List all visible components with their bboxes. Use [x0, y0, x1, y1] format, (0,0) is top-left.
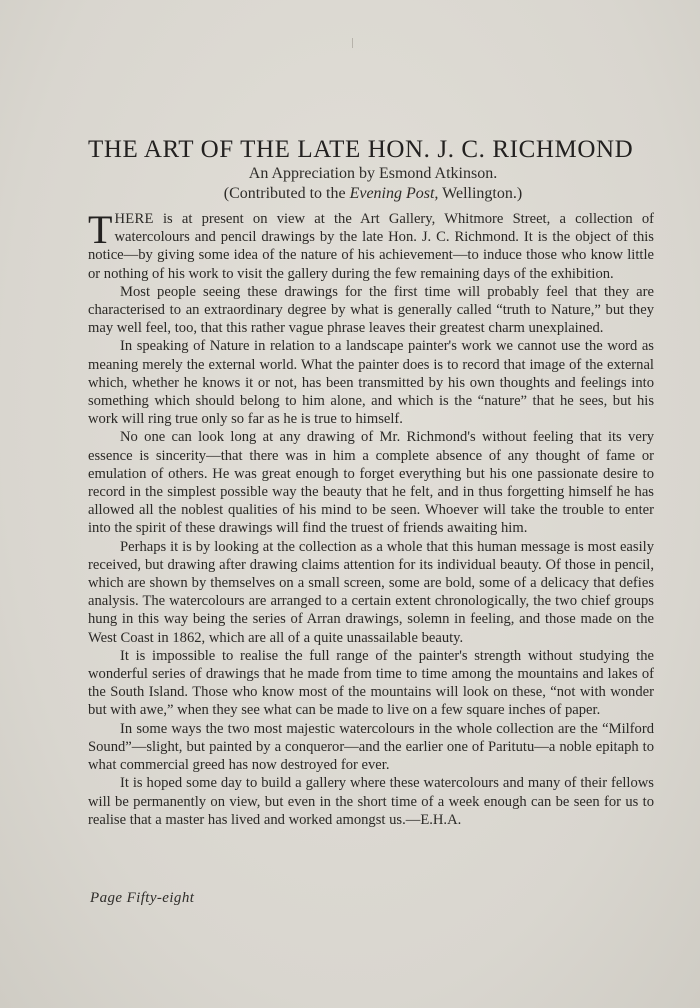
- paragraph-4: No one can look long at any drawing of Mr. Richmond's without feeling that its very essence is sincerity—that there was in him a complete absence of any thought of fame or emulation of others. He was great enough to forget everything but his one passionate desire to record in the simplest possible way the beauty that he felt, and in thus forgetting himself he has allowed all the noblest qualities of his mind to be seen. Whoever will take the trouble to enter into the spirit of these drawings will find the truest of friends awaiting him.: [88, 429, 654, 537]
- source-prefix: (Contributed to the: [223, 185, 350, 202]
- page-mark: [352, 38, 353, 48]
- source-publication: Evening Post,: [349, 185, 439, 202]
- page-number: Page Fifty-eight: [90, 890, 195, 906]
- paragraph-1: [88, 207, 654, 283]
- paragraph-7: In some ways the two most majestic watercolours in the whole collection are the “Milford Sound”—slight, but painted by a conqueror—and the earlier one of Paritutu—a noble epitaph to what commercial greed has now destroyed for ever.: [88, 720, 654, 774]
- paragraph-2: Most people seeing these drawings for the first time will probably feel that they are characterised to an extraordinary degree by what is generally called “truth to Nature,” but they may well feel, too, that this rather vague phrase leaves their greatest charm unexplained.: [88, 283, 654, 337]
- article-byline: An Appreciation by Esmond Atkinson.: [248, 165, 498, 182]
- article-title: THE ART OF THE LATE HON. J. C. RICHMOND: [88, 136, 634, 163]
- source-suffix: Wellington.): [438, 185, 523, 202]
- article-body: [88, 207, 654, 829]
- paragraph-5: Perhaps it is by looking at the collection as a whole that this human message is most easily received, but drawing after drawing claims attention for its individual beauty. Of those in pencil, which are shown by themselves on a small screen, some are bold, some of a delicacy that defies analysis. The watercolours are arranged to a certain extent chronologically, the two chief groups hung in this way being the series of Arran drawings, solemn in feeling, and those made on the West Coast in 1862, which are all of a quite unassailable beauty.: [88, 538, 654, 646]
- first-word: HERE: [114, 211, 154, 227]
- paragraph-8: It is hoped some day to build a gallery where these watercolours and many of their fellows will be permanently on view, but even in the short time of a week enough can be seen for us to realise that a master has lived and worked amongst us.—E.H.A.: [88, 775, 654, 828]
- paragraph-3: In speaking of Nature in relation to a landscape painter's work we cannot use the word as meaning merely the external world. What the painter does is to record that image of the external which, whether he knows it or not, has been transmitted by his own thoughts and feelings into something which should belong to him alone, and which is the “nature” that he sees, but his work will ring true only so far as he is true to himself.: [88, 338, 654, 428]
- article-source: [88, 185, 658, 203]
- paragraph-text: is at present on view at the Art Gallery, Whitmore Street, a collection of watercolours and pencil drawings by the late Hon. J. C. Richmond. It is the object of this notice—by giving some idea of the nature of his achievement—to induce those who know little or nothing of his work to visit the gallery during the few remaining days of the exhibition.: [88, 211, 654, 282]
- paragraph-6: It is impossible to realise the full range of the painter's strength without studying the wonderful series of drawings that he made from time to time among the mountains and lakes of the South Island. Those who know most of the mountains will look on these, “not with wonder but with awe,” when they see what can be made to live on a few square inches of paper.: [88, 647, 654, 719]
- drop-cap: T: [88, 207, 113, 252]
